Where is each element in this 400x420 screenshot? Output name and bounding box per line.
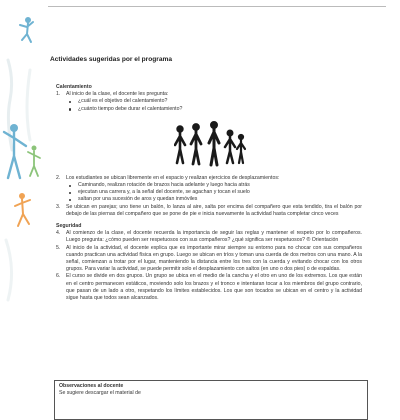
bullet-item: ¿cuál es el objetivo del calentamiento? — [56, 98, 362, 105]
list-item — [56, 245, 362, 274]
page-heading: Actividades sugeridas por el programa — [50, 56, 173, 63]
item-text: Al inicio de la actividad, el docente explica que es importante mirar siempre su entorno para no chocar con sus compañeros cuando practican una actividad física en grupo. Luego se ubican en tríos y toman una cuerda de dos metros con una mano. A la señal, comienzan a trotar por el lugar, manteniendo la distancia entre los tres con la cuerda y evitando chocar con los otros grupos. Para variar la actividad, se puede permitir solo el desplazamiento con saltos (en uno o dos pies) o de espaldas. — [66, 244, 362, 273]
item-number: 6. — [56, 273, 61, 280]
item-text: Al inicio de la clase, el docente les pregunta: — [66, 91, 169, 98]
item-number: 5. — [56, 244, 61, 251]
item-text: Al comienzo de la clase, el docente recuerda la importancia de seguir las reglas y mantener el respeto por lo compañeros. Luego pregunta: ¿cómo pueden ser respetuosos con sus compañeros? ¿qué significa ser respetuosos? ® Orientación — [66, 230, 362, 244]
item-text: Los estudiantes se ubican libremente en el espacio y realizan ejercicios de desplazamientos: — [66, 174, 280, 181]
top-divider — [48, 6, 386, 7]
teacher-observations-box — [54, 380, 368, 420]
children-silhouettes-figure — [56, 119, 362, 171]
bullet-item: ¿cuánto tiempo debe durar el calentamiento? — [56, 106, 362, 113]
item-number: 4. — [56, 230, 61, 237]
item-number: 2. — [56, 174, 61, 181]
item-text: El curso se divide en dos grupos. Un grupo se ubica en el medio de la cancha y el otro en uno de los extremos. Los que están en el centro permanecen estáticos, moviendo solo los brazos y el tronco e intentaran tocar a los miembros del grupo contrario, que pasan de un lado a otro, respetando los límites establecidos. Los que son tocados se ubican en el centro y la actividad sigue hasta que todos sean alcanzados. — [66, 273, 362, 302]
list-item — [56, 175, 362, 182]
section-title-warmup: Calentamiento — [56, 84, 92, 90]
observations-title: Observaciones al docente — [59, 383, 124, 389]
bullet-item: saltan por una sucesión de aros y quedan inmóviles — [56, 196, 362, 203]
item-text: Se ubican en parejas; uno tiene un balón, lo lanza al aire, salta por encima del compañero que esta tendido, tira el balón por debajo de las piernas del compañero que se pone de pie e inicia nuevamente la actividad hasta completar cinco veces — [66, 203, 362, 217]
bullet-item: Caminando, realizan rotación de brazos hacia adelante y luego hacia atrás — [56, 182, 362, 189]
list-item — [56, 204, 362, 218]
decorative-figures-strip — [0, 0, 44, 400]
list-item — [56, 230, 362, 244]
list-item — [56, 273, 362, 302]
silhouettes-image — [174, 119, 246, 169]
item-number: 1. — [56, 91, 61, 98]
item-number: 3. — [56, 203, 61, 210]
section-title-security: Seguridad — [56, 223, 82, 230]
observations-text: Se sugiere descargar el material de — [59, 390, 141, 397]
list-item — [56, 91, 362, 98]
activities-content — [56, 84, 362, 302]
bullet-item: ejecutan una carrera y, a la señal del docente, se agachan y tocan el suelo — [56, 189, 362, 196]
